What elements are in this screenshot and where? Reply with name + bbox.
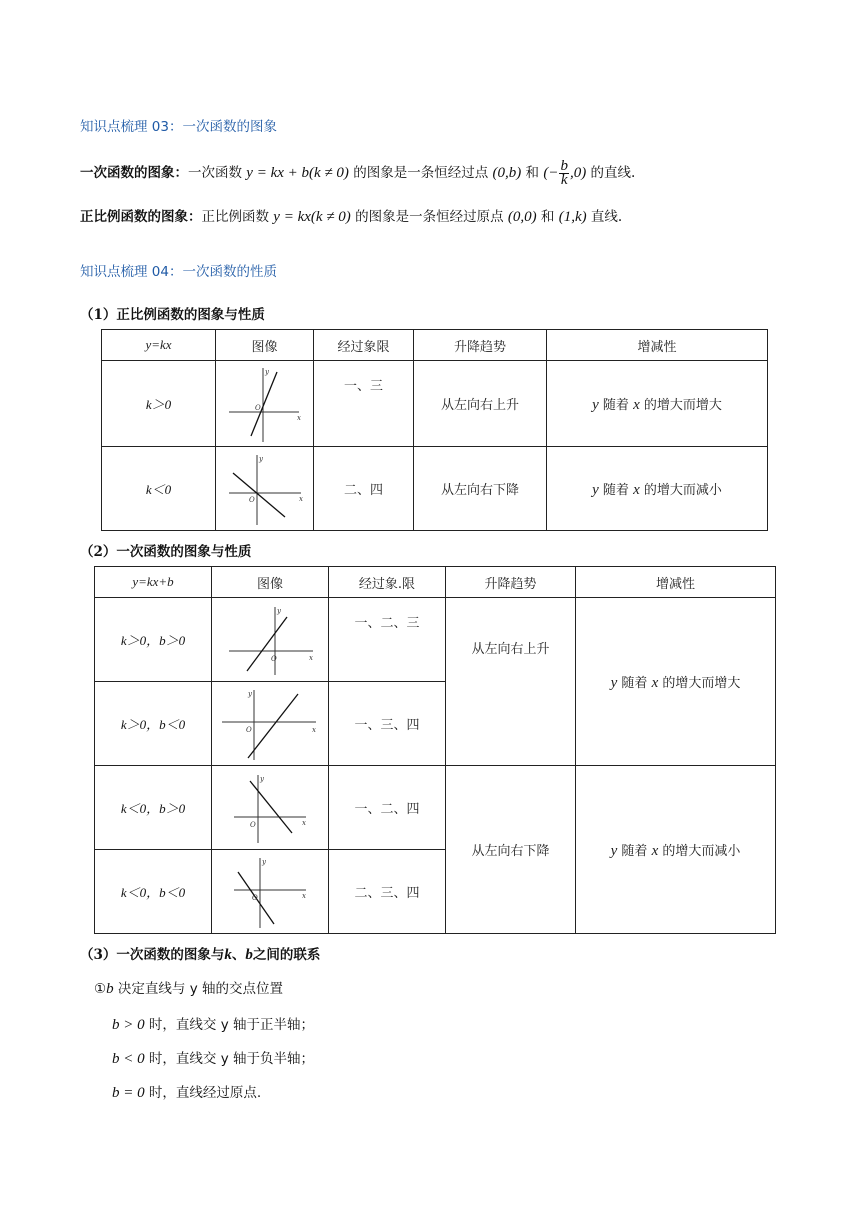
y-axis-label: y	[258, 454, 263, 463]
proportional-function-table	[101, 329, 768, 531]
part3-title-b-text: 之间的联系	[252, 947, 321, 963]
para2-text-4: 直线.	[590, 209, 623, 225]
part3-item-3-text: 时，直线经过原点.	[148, 1085, 262, 1101]
t2-header-quadrants: 经过象.限	[329, 567, 446, 598]
t1-mono-1-y: y	[592, 396, 599, 413]
y-axis-label: y	[248, 689, 252, 698]
part3-title	[80, 943, 320, 964]
t2-header-monotonicity: 增减性	[576, 567, 776, 598]
part3-item-1-math: b > 0	[112, 1017, 145, 1033]
part3-line-1	[94, 977, 283, 998]
table2-title: （2）一次函数的图象与性质	[80, 544, 252, 560]
para1-point-2-pre: (−	[543, 164, 559, 181]
graph-line	[247, 617, 287, 671]
part3-title-b: b	[245, 947, 253, 963]
t2-mono-up-mid: 随着	[621, 675, 648, 691]
fraction-numerator: b	[560, 158, 568, 174]
t2-quadrants-4: 二、三、四	[329, 850, 446, 934]
t2-quadrants-2: 一、三、四	[329, 682, 446, 766]
origin-label: O	[254, 403, 261, 412]
t1-mono-1	[547, 361, 768, 447]
part3-item-2	[112, 1047, 314, 1068]
t1-mono-2-end: 的增大而减小	[643, 482, 722, 498]
graph-line	[248, 694, 298, 758]
section-heading-04: 知识点梳理 04：一次函数的性质	[80, 264, 277, 280]
para1-point-2	[543, 158, 587, 188]
graph-k-neg-b-pos	[230, 771, 310, 845]
t2-mono-down-x: x	[651, 842, 659, 859]
t1-header-quadrants: 经过象限	[314, 330, 414, 361]
section-heading-03: 知识点梳理 03：一次函数的图象	[80, 119, 277, 135]
part3-item-2-math: b < 0	[112, 1051, 145, 1067]
t2-graph-cell-1	[212, 598, 329, 682]
t2-trend-down: 从左向右下降	[446, 766, 576, 934]
part3-line1-var: b	[106, 981, 114, 997]
y-axis-label: y	[264, 367, 269, 376]
para1-label: 一次函数的图象：	[80, 164, 188, 181]
t2-cond-1-text: k＞0，b＞0	[120, 633, 186, 648]
t1-mono-2-y: y	[592, 481, 599, 498]
part3-item-3-math: b = 0	[112, 1085, 145, 1101]
para2-label: 正比例函数的图象：	[80, 209, 202, 225]
x-axis-label: x	[296, 413, 301, 422]
t2-cond-3-text: k＜0，b＞0	[120, 801, 186, 816]
para2-text-3: 和	[540, 209, 555, 225]
t2-mono-up-x: x	[651, 674, 659, 691]
t2-mono-up-end: 的增大而增大	[662, 675, 741, 691]
part3-item-1	[112, 1013, 314, 1034]
t2-mono-up-y: y	[610, 674, 618, 691]
t1-cond-k-positive	[102, 361, 216, 447]
graph-decreasing-through-origin	[225, 451, 305, 527]
t2-graph-cell-3	[212, 766, 329, 850]
origin-label: O	[248, 495, 255, 504]
t1-cond-k-positive-text: k＞0	[145, 397, 172, 412]
para1-text-3: 和	[525, 164, 540, 181]
para1-text-2: 的图象是一条恒经过点	[353, 164, 489, 181]
t1-header-formula	[102, 330, 216, 361]
para2-text-2: 的图象是一条恒经过原点	[355, 209, 504, 225]
t1-mono-2-x: x	[633, 481, 640, 498]
t1-mono-2-mid: 随着	[602, 482, 629, 498]
x-axis-label: x	[302, 818, 306, 827]
x-axis-label: x	[302, 891, 306, 900]
origin-label: O	[271, 654, 277, 663]
para2-equation: y = kx(k ≠ 0)	[273, 209, 351, 225]
t2-header-graph: 图像	[212, 567, 329, 598]
t1-quadrants-2: 二、四	[314, 447, 414, 531]
t1-mono-1-end: 的增大而增大	[643, 397, 722, 413]
origin-label: O	[250, 820, 256, 829]
para1-text-4: 的直线.	[590, 164, 636, 181]
para2-point-1: (0,0)	[507, 209, 537, 225]
part3-title-a: （3）一次函数的图象与	[80, 947, 225, 963]
table1-title: （1）正比例函数的图象与性质	[80, 307, 265, 323]
graph-k-pos-b-pos	[225, 603, 315, 677]
circle-number-1: ①	[94, 981, 107, 997]
para1-equation: y = kx + b(k ≠ 0)	[246, 164, 349, 181]
graph-line	[250, 781, 292, 833]
t1-trend-1: 从左向右上升	[414, 361, 547, 447]
y-axis-label: y	[260, 774, 264, 783]
part3-title-sep: 、	[231, 947, 246, 963]
t2-cond-1	[95, 598, 212, 682]
t2-mono-down-mid: 随着	[621, 843, 648, 859]
fraction-denominator: k	[560, 172, 568, 188]
t2-cond-4-text: k＜0，b＜0	[120, 885, 186, 900]
part3-title-k: k	[224, 947, 232, 963]
y-axis-label: y	[277, 606, 281, 615]
para2-point-2: (1,k)	[558, 209, 587, 225]
t2-cond-2-text: k＞0，b＜0	[120, 717, 186, 732]
origin-label: O	[246, 725, 252, 734]
t1-mono-1-x: x	[633, 396, 640, 413]
para2-text-1: 正比例函数	[201, 209, 269, 225]
t1-header-formula-text: y=kx	[145, 337, 172, 352]
graph-k-pos-b-neg	[218, 686, 322, 762]
t1-header-graph: 图像	[216, 330, 314, 361]
origin-label: O	[252, 893, 258, 902]
t2-mono-down-y: y	[610, 842, 618, 859]
part3-item-1-text: 时，直线交 y 轴于正半轴；	[148, 1017, 314, 1033]
linear-graph-paragraph	[80, 160, 635, 187]
t2-graph-cell-4	[212, 850, 329, 934]
t2-mono-down-end: 的增大而减小	[662, 843, 741, 859]
proportional-graph-paragraph	[80, 207, 622, 227]
t1-cond-k-negative-text: k＜0	[145, 482, 172, 497]
x-axis-label: x	[298, 494, 303, 503]
fraction-b-over-k	[559, 160, 569, 187]
t2-header-formula-text: y=kx+b	[132, 574, 174, 589]
y-axis-label: y	[262, 857, 266, 866]
t2-cond-2	[95, 682, 212, 766]
t2-cond-3	[95, 766, 212, 850]
linear-function-table	[94, 566, 776, 934]
t2-header-trend: 升降趋势	[446, 567, 576, 598]
graph-line	[233, 473, 285, 517]
para1-text-1: 一次函数	[188, 164, 242, 181]
part3-item-2-text: 时，直线交 y 轴于负半轴；	[148, 1051, 314, 1067]
t2-cond-4	[95, 850, 212, 934]
t1-header-monotonicity: 增减性	[547, 330, 768, 361]
t1-graph-cell-1	[216, 361, 314, 447]
t2-header-formula	[95, 567, 212, 598]
t1-mono-1-mid: 随着	[602, 397, 629, 413]
x-axis-label: x	[309, 653, 313, 662]
t1-trend-2: 从左向右下降	[414, 447, 547, 531]
t2-graph-cell-2	[212, 682, 329, 766]
part3-line1-text: 决定直线与 y 轴的交点位置	[117, 981, 283, 997]
t2-trend-up: 从左向右上升	[446, 598, 576, 766]
t2-quadrants-3: 一、二、四	[329, 766, 446, 850]
t1-cond-k-negative	[102, 447, 216, 531]
para1-point-2-post: ,0)	[569, 164, 587, 181]
para1-point-1: (0,b)	[492, 164, 522, 181]
t1-quadrants-1: 一、三	[314, 361, 414, 447]
t1-graph-cell-2	[216, 447, 314, 531]
t1-mono-2	[547, 447, 768, 531]
graph-k-neg-b-neg	[230, 854, 310, 930]
x-axis-label: x	[312, 725, 316, 734]
t2-mono-down	[576, 766, 776, 934]
graph-increasing-through-origin	[225, 364, 305, 444]
t1-header-trend: 升降趋势	[414, 330, 547, 361]
t2-mono-up	[576, 598, 776, 766]
t2-quadrants-1: 一、二、三	[329, 598, 446, 682]
part3-item-3	[112, 1081, 261, 1102]
